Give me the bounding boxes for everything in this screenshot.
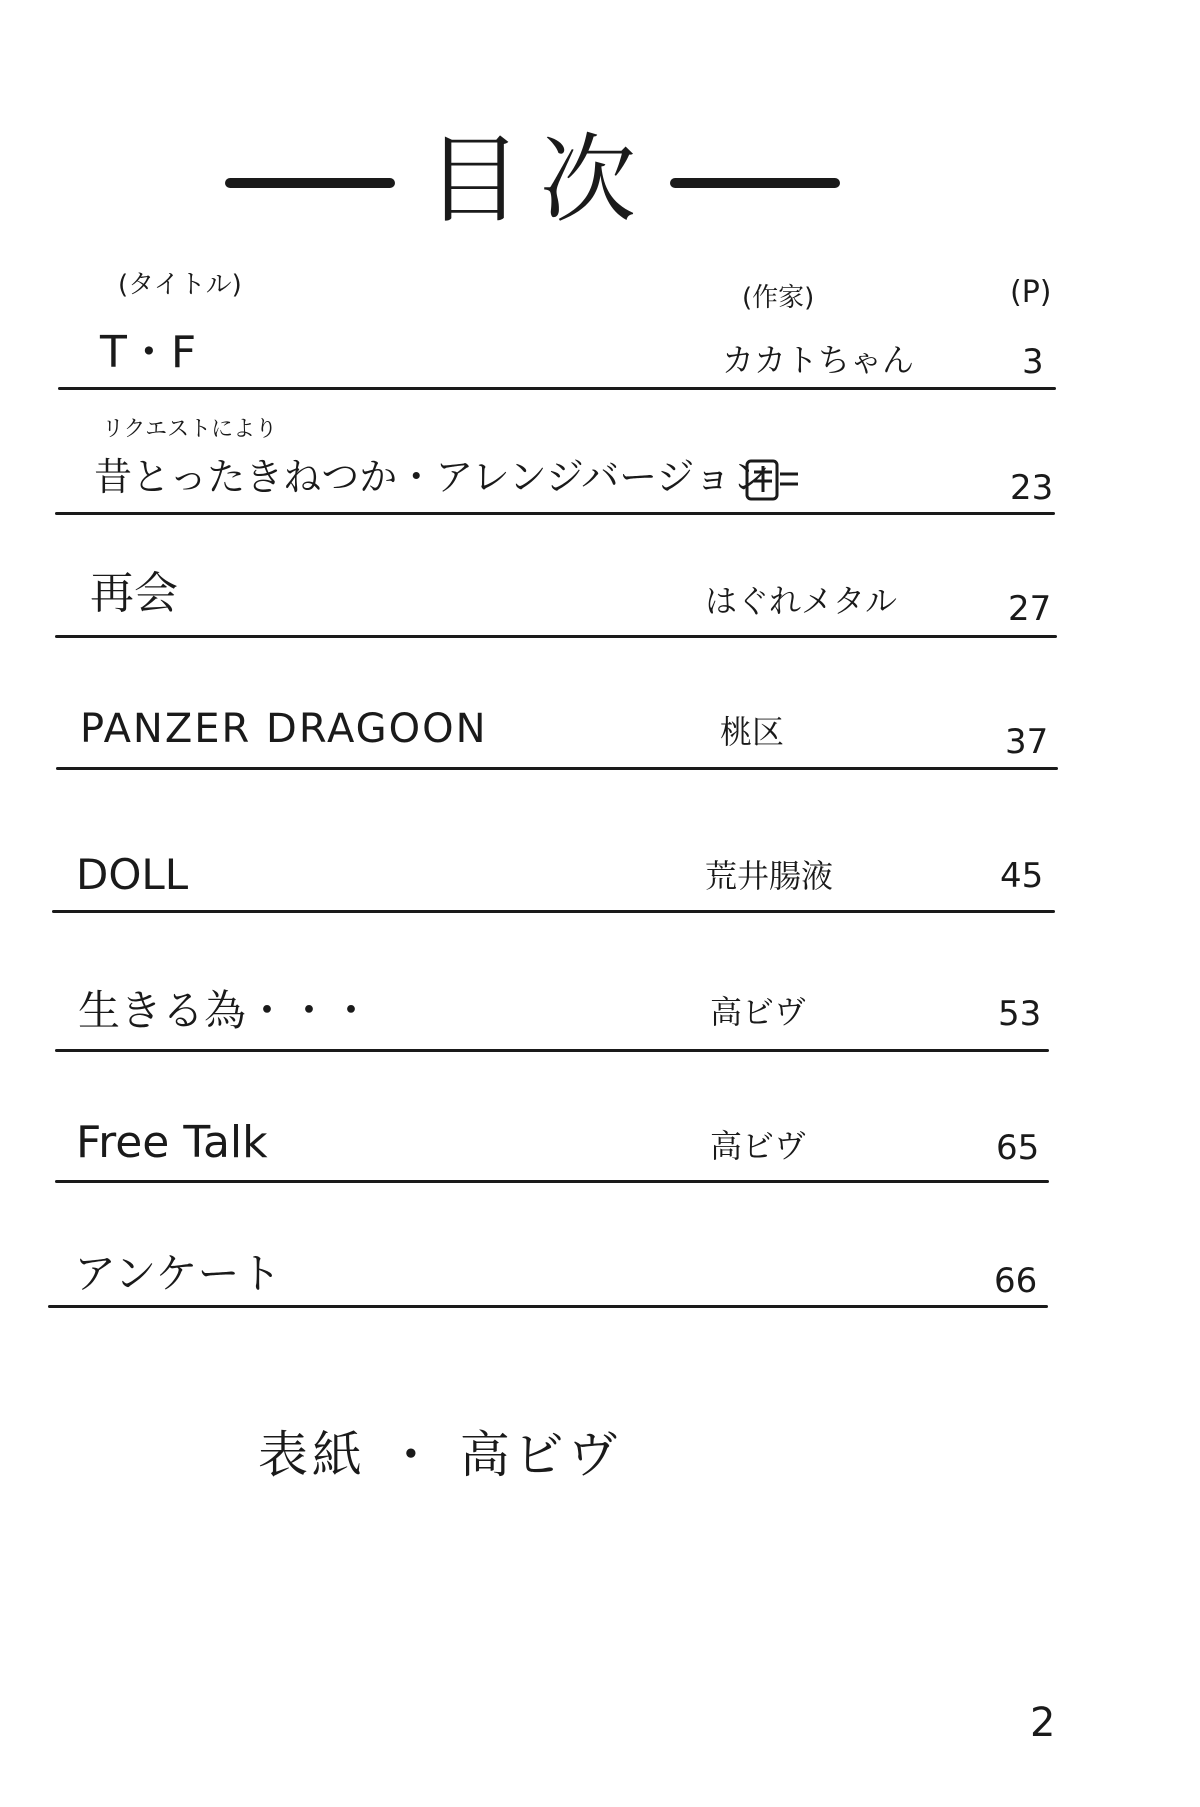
entry-rule: [55, 512, 1055, 515]
entry-page: 3: [1022, 342, 1044, 382]
entry-rule: [55, 1049, 1049, 1052]
entry-title: Free Talk: [76, 1117, 268, 1168]
heading-dash-left: [225, 178, 395, 188]
entry-note: リクエストにより: [102, 417, 278, 442]
entry-title: DOLL: [76, 850, 189, 899]
entry-author: 桃区: [720, 713, 785, 751]
entry-rule: [55, 1180, 1049, 1183]
author-mark-icon: [744, 458, 804, 502]
column-header-page: (P): [1010, 275, 1052, 310]
entry-author: 高ビヴ: [710, 993, 807, 1031]
entry-author: 高ビヴ: [710, 1127, 807, 1165]
heading-dash-right: [670, 178, 840, 188]
entry-title: 生きる為・・・: [78, 986, 373, 1035]
entry-page: 65: [996, 1128, 1040, 1168]
entry-page: 23: [1010, 468, 1054, 508]
entry-rule: [52, 910, 1055, 913]
entry-page: 27: [1008, 589, 1052, 629]
entry-title: 昔とったきねつか・アレンジバージョン: [94, 455, 770, 499]
column-header-title: (タイトル): [118, 270, 242, 300]
heading-text: 目次: [426, 124, 654, 236]
entry-author: 荒井腸液: [705, 857, 834, 895]
cover-credit: 表紙 ・ 高ビヴ: [258, 1426, 622, 1484]
entry-author: カカトちゃん: [722, 341, 915, 379]
entry-title: 再会: [90, 568, 178, 619]
entry-rule: [56, 767, 1058, 770]
entry-title: T・F: [100, 327, 197, 378]
entry-rule: [58, 387, 1056, 390]
entry-page: 45: [1000, 856, 1044, 896]
entry-title: PANZER DRAGOON: [80, 706, 488, 752]
entry-page: 37: [1005, 722, 1049, 762]
column-header-author: (作家): [742, 283, 815, 313]
entry-title: アンケート: [74, 1249, 282, 1298]
entry-author: はぐれメタル: [705, 582, 898, 620]
entry-page: 66: [994, 1261, 1038, 1301]
entry-rule: [55, 635, 1057, 638]
toc-heading: [225, 120, 845, 240]
entry-rule: [48, 1305, 1048, 1308]
page-number: 2: [1030, 1700, 1056, 1746]
entry-page: 53: [998, 994, 1042, 1034]
